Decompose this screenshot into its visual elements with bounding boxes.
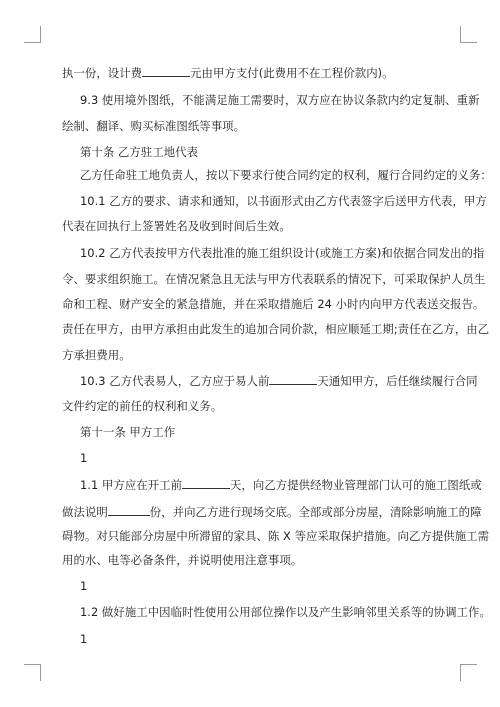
text-line [80,93,479,107]
text-line [80,246,484,260]
text-segment: 天通知甲方，后任继续履行合同 [317,374,478,388]
text-segment: 元由甲方支付(此费用不在工程价款内)。 [190,66,394,80]
text-line [80,477,482,492]
text-segment: 1.1 甲方应在开工前 [80,478,183,492]
crop-mark-top-right [460,26,477,43]
text-segment: 1 [80,579,88,593]
text-segment: 责任在甲方，由甲方承担由此发生的追加合同价款，相应顺延工期;责任在乙方，由乙 [62,322,490,336]
text-segment: 10.2 乙方代表按甲方代表批准的施工组织设计(或施工方案)和依据合同发出的指 [80,246,485,260]
text-segment: 文件约定的前任的权利和义务。 [62,399,223,413]
text-line [62,297,484,311]
text-segment: 代表在回执行上签署姓名及收到时间后生效。 [62,219,291,233]
crop-mark-top-left [24,26,41,43]
text-segment: 10.3 乙方代表易人，乙方应于易人前 [80,374,270,388]
text-line [80,632,87,646]
text-segment: 10.1 乙方的要求、请求和通知，以书面形式由乙方代表签字后送甲方代表，甲方 [80,194,487,208]
text-segment: 1 [80,632,88,646]
fill-in-blank [269,373,317,385]
fill-in-blank [108,504,150,516]
text-segment: 第十一条 甲方工作 [80,425,176,439]
text-line [62,553,302,567]
text-segment: 天，向乙方提供经物业管理部门认可的施工图纸或 [230,478,482,492]
text-segment: 第十条 乙方驻工地代表 [80,145,199,159]
text-segment: 9.3 使用境外图纸，不能满足施工需要时，双方应在协议条款内约定复制、重新 [80,93,480,107]
text-segment: 用的水、电等必备条件，并说明使用注意事项。 [62,553,303,567]
text-segment: 1.2 做好施工中因临时性使用公用部位操作以及产生影响邻里关系等的协调工作。 [80,605,491,619]
text-line [62,504,482,519]
text-line [80,373,478,388]
text-segment: 乙方任命驻工地负责人，按以下要求行使合同约定的权利，履行合同约定的义务： [80,168,492,182]
text-line [62,272,485,286]
text-line [62,529,489,543]
text-segment: 碍物。对只能部分房屋中所滞留的家具、陈 X 等应采取保护措施。向乙方提供施工需 [62,529,490,543]
text-segment: 1 [80,451,88,465]
text-line [62,348,131,362]
text-segment: 执一份，设计费 [62,66,143,80]
text-line [62,219,291,233]
text-line [62,65,394,80]
text-segment: 命和工程、财产安全的紧急措施，并在采取措施后 24 小时内向甲方代表送交报告。 [62,297,485,311]
text-line [80,425,175,439]
text-line [80,168,492,182]
text-line [80,451,87,465]
crop-mark-bottom-left [24,664,41,681]
text-segment: 做法说明 [62,505,108,519]
text-line [62,119,245,133]
fill-in-blank [182,477,230,489]
text-segment: 令、要求组织施工。在情况紧急且无法与甲方代表联系的情况下，可采取保护人员生 [62,272,486,286]
text-line [80,605,491,619]
text-line [80,579,87,593]
crop-mark-bottom-right [460,664,477,681]
text-segment: 份，并向乙方进行现场交底。全部或部分房屋，清除影响施工的障 [149,505,482,519]
text-line [62,399,222,413]
text-line [80,145,198,159]
text-segment: 方承担费用。 [62,348,131,362]
text-line [62,322,489,336]
fill-in-blank [142,65,190,77]
text-line [80,194,487,208]
text-segment: 绘制、翻译、购买标准图纸等事项。 [62,119,246,133]
